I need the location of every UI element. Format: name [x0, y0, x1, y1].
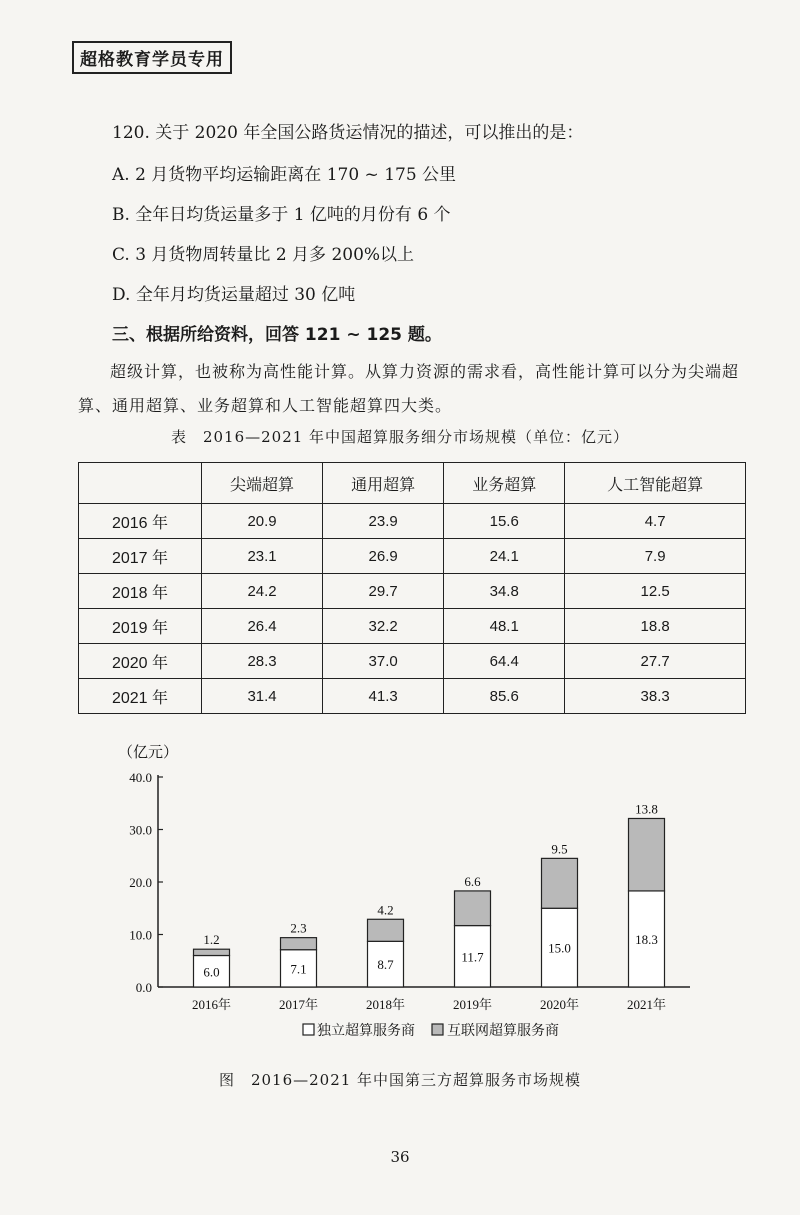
table-header-cell: 尖端超算 — [202, 463, 323, 504]
question-title: 120. 关于 2020 年全国公路货运情况的描述，可以推出的是： — [112, 123, 584, 143]
table-cell: 18.8 — [565, 609, 746, 644]
table-cell: 37.0 — [323, 644, 444, 679]
table-cell: 20.9 — [202, 504, 323, 539]
bar-segment-internet — [455, 891, 491, 926]
legend-label-internet: 互联网超算服务商 — [447, 1024, 559, 1039]
y-tick-label: 40.0 — [129, 770, 152, 785]
x-tick-label: 2020年 — [539, 997, 580, 1012]
y-tick-label: 0.0 — [135, 980, 152, 995]
chart-container — [0, 735, 800, 1095]
x-tick-label: 2018年 — [365, 997, 406, 1012]
bar-label-internet: 6.6 — [464, 873, 481, 889]
table-cell: 29.7 — [323, 574, 444, 609]
option-a: A. 2 月货物平均运输距离在 170 ~ 175 公里 — [112, 165, 457, 185]
table-cell: 23.1 — [202, 539, 323, 574]
legend-swatch-internet — [432, 1024, 443, 1035]
x-tick-label: 2021年 — [626, 997, 667, 1012]
table-cell: 23.9 — [323, 504, 444, 539]
table-header-cell — [79, 463, 202, 504]
section-title: 三、根据所给资料，回答 121 ~ 125 题。 — [112, 325, 442, 345]
table-row — [79, 504, 746, 539]
table-cell: 27.7 — [565, 644, 746, 679]
market-table — [78, 462, 746, 714]
table-cell: 2017 年 — [79, 539, 202, 574]
intro-paragraph: 超级计算，也被称为高性能计算。从算力资源的需求看，高性能计算可以分为尖端超算、通用超算、业务超算和人工智能超算四大类。 — [78, 362, 740, 415]
bar-label-independent: 6.0 — [203, 964, 220, 980]
table-row — [79, 609, 746, 644]
table-cell: 64.4 — [444, 644, 565, 679]
table-row — [79, 539, 746, 574]
legend-label-independent: 独立超算服务商 — [317, 1024, 415, 1039]
table-cell: 2018 年 — [79, 574, 202, 609]
x-tick-label: 2017年 — [278, 997, 319, 1012]
table-header-cell: 人工智能超算 — [565, 463, 746, 504]
bar-label-internet: 4.2 — [377, 902, 394, 918]
table-cell: 32.2 — [323, 609, 444, 644]
option-c: C. 3 月货物周转量比 2 月多 200%以上 — [112, 245, 415, 265]
table-cell: 38.3 — [565, 679, 746, 714]
bar-segment-internet — [194, 949, 230, 955]
table-caption: 表 2016—2021 年中国超算服务细分市场规模（单位：亿元） — [170, 428, 630, 446]
table-cell: 7.9 — [565, 539, 746, 574]
table-cell: 26.9 — [323, 539, 444, 574]
table-cell: 48.1 — [444, 609, 565, 644]
table-cell: 2020 年 — [79, 644, 202, 679]
x-tick-label: 2016年 — [191, 997, 232, 1012]
bar-label-independent: 15.0 — [548, 940, 571, 956]
page-number: 36 — [390, 1148, 410, 1166]
bar-label-independent: 11.7 — [461, 949, 484, 965]
bar-label-independent: 18.3 — [635, 931, 658, 947]
chart-caption: 图 2016—2021 年中国第三方超算服务市场规模 — [218, 1071, 582, 1089]
option-d: D. 全年月均货运量超过 30 亿吨 — [112, 285, 356, 305]
table-header-cell: 通用超算 — [323, 463, 444, 504]
table-cell: 2021 年 — [79, 679, 202, 714]
bar-segment-internet — [368, 919, 404, 941]
y-tick-label: 20.0 — [129, 875, 152, 890]
bar-label-independent: 7.1 — [290, 961, 307, 977]
bar-label-internet: 2.3 — [290, 920, 307, 936]
table-row — [79, 574, 746, 609]
table-cell: 24.1 — [444, 539, 565, 574]
y-tick-label: 30.0 — [129, 822, 152, 838]
table-cell: 2019 年 — [79, 609, 202, 644]
x-tick-label: 2019年 — [452, 997, 493, 1012]
table-header-cell: 业务超算 — [444, 463, 565, 504]
student-only-badge: 超格教育学员专用 — [72, 41, 232, 74]
table-row — [79, 679, 746, 714]
y-axis-label: （亿元） — [118, 745, 179, 761]
table-cell: 12.5 — [565, 574, 746, 609]
bar-label-independent: 8.7 — [377, 957, 394, 973]
table-cell: 41.3 — [323, 679, 444, 714]
table-cell: 15.6 — [444, 504, 565, 539]
table-cell: 31.4 — [202, 679, 323, 714]
y-tick-label: 10.0 — [129, 927, 152, 943]
table-cell: 85.6 — [444, 679, 565, 714]
bar-label-internet: 9.5 — [551, 841, 568, 857]
table-cell: 24.2 — [202, 574, 323, 609]
legend-swatch-independent — [303, 1024, 314, 1035]
bar-label-internet: 13.8 — [635, 801, 658, 817]
bar-segment-internet — [281, 938, 317, 950]
table-cell: 34.8 — [444, 574, 565, 609]
table-cell: 4.7 — [565, 504, 746, 539]
stacked-bar-chart — [0, 735, 800, 1065]
bar-label-internet: 1.2 — [203, 932, 220, 948]
option-b: B. 全年日均货运量多于 1 亿吨的月份有 6 个 — [112, 205, 451, 225]
bar-segment-internet — [542, 858, 578, 908]
table-cell: 28.3 — [202, 644, 323, 679]
table-header-row — [79, 463, 746, 504]
bar-segment-internet — [629, 818, 665, 890]
table-cell: 2016 年 — [79, 504, 202, 539]
table-cell: 26.4 — [202, 609, 323, 644]
table-row — [79, 644, 746, 679]
